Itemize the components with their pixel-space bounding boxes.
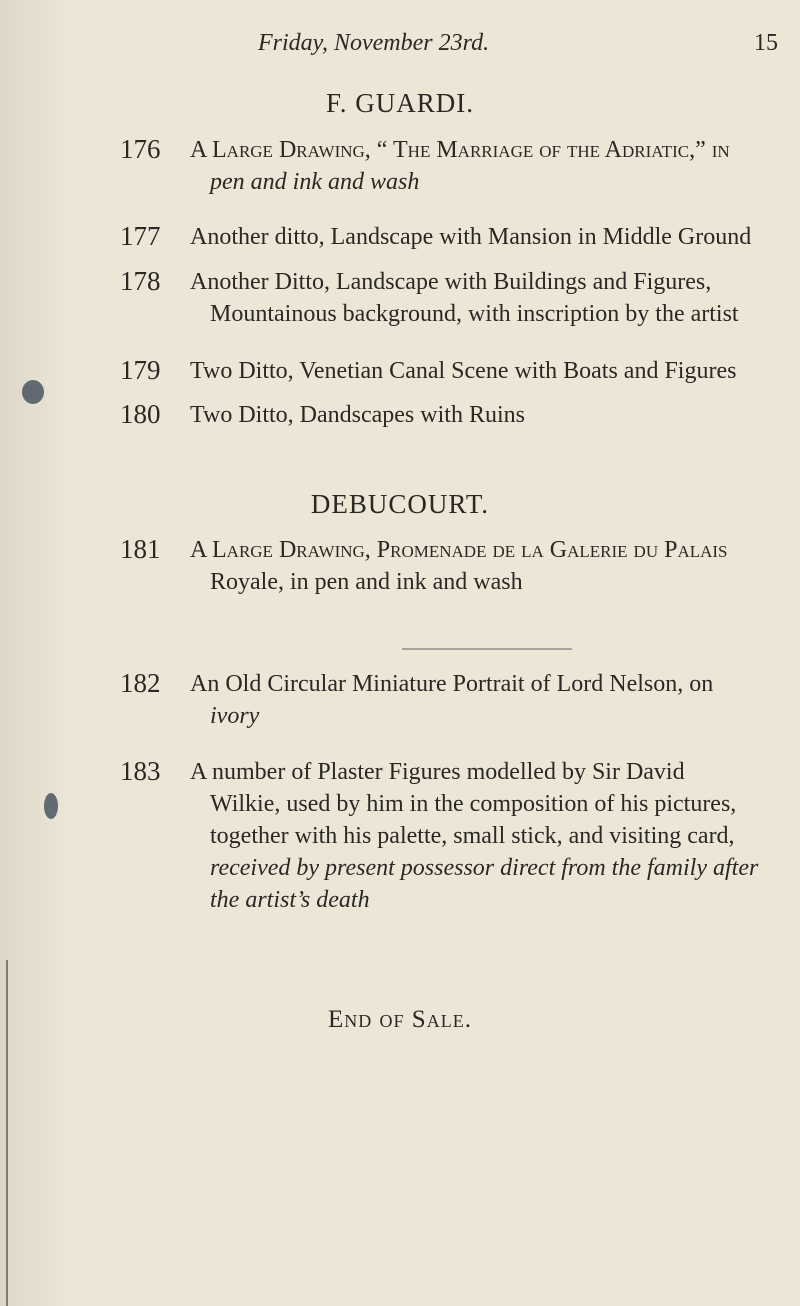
lot-number: 179 xyxy=(120,355,161,385)
lot-detail-line: received by present possessor direct from the family after xyxy=(210,855,759,881)
lot-number: 180 xyxy=(120,399,161,429)
lot-title: A Large Drawing, “ The Marriage of the Adriatic,” in xyxy=(190,137,730,163)
lot-title: A Large Drawing, Promenade de la Galerie du Palais xyxy=(190,537,728,563)
end-of-sale: End of Sale. xyxy=(328,1006,472,1033)
lot-description xyxy=(190,756,774,916)
lot-description xyxy=(190,668,774,732)
lot-title: Another Ditto, Landscape with Buildings and Figures, xyxy=(190,269,712,295)
lot-number: 176 xyxy=(120,134,161,164)
lot-description xyxy=(190,221,774,253)
lot-title: A number of Plaster Figures modelled by Sir David xyxy=(190,759,685,785)
lot-detail-line: Wilkie, used by him in the composition of his pictures, xyxy=(210,791,737,817)
lot-detail: Mountainous background, with inscription by the artist xyxy=(210,301,739,327)
ink-stain xyxy=(22,380,44,404)
section-heading: F. GUARDI. xyxy=(325,88,475,118)
lot-detail-line: together with his palette, small stick, and visiting card, xyxy=(210,823,735,849)
lot-description xyxy=(190,266,774,330)
page-number: 15 xyxy=(754,30,778,56)
lot-material: ivory xyxy=(210,703,260,729)
lot-number: 182 xyxy=(120,668,161,698)
lot-number: 181 xyxy=(120,534,161,564)
lot-detail: Royale, in pen and ink and wash xyxy=(210,569,523,595)
lot-title: Two Ditto, Dandscapes with Ruins xyxy=(190,402,525,428)
lot-detail-line: the artist’s death xyxy=(210,887,370,913)
lot-title: Two Ditto, Venetian Canal Scene with Boats and Figures xyxy=(190,358,737,384)
lot-number: 178 xyxy=(120,266,161,296)
lot-description xyxy=(190,534,774,598)
lot-title: Another ditto, Landscape with Mansion in Middle Ground xyxy=(190,224,752,250)
divider-rule xyxy=(402,648,572,650)
lot-medium: pen and ink and wash xyxy=(210,169,420,195)
running-header xyxy=(0,30,800,70)
lot-description xyxy=(190,134,774,198)
lot-description xyxy=(190,399,774,431)
page-margin xyxy=(0,0,70,1306)
lot-number: 183 xyxy=(120,756,161,786)
lot-title: An Old Circular Miniature Portrait of Lord Nelson, on xyxy=(190,671,714,697)
header-date: Friday, November 23rd. xyxy=(258,30,490,56)
ink-stain xyxy=(44,793,58,819)
lot-description xyxy=(190,355,774,387)
section-heading: DEBUCOURT. xyxy=(310,489,490,519)
lot-number: 177 xyxy=(120,221,161,251)
